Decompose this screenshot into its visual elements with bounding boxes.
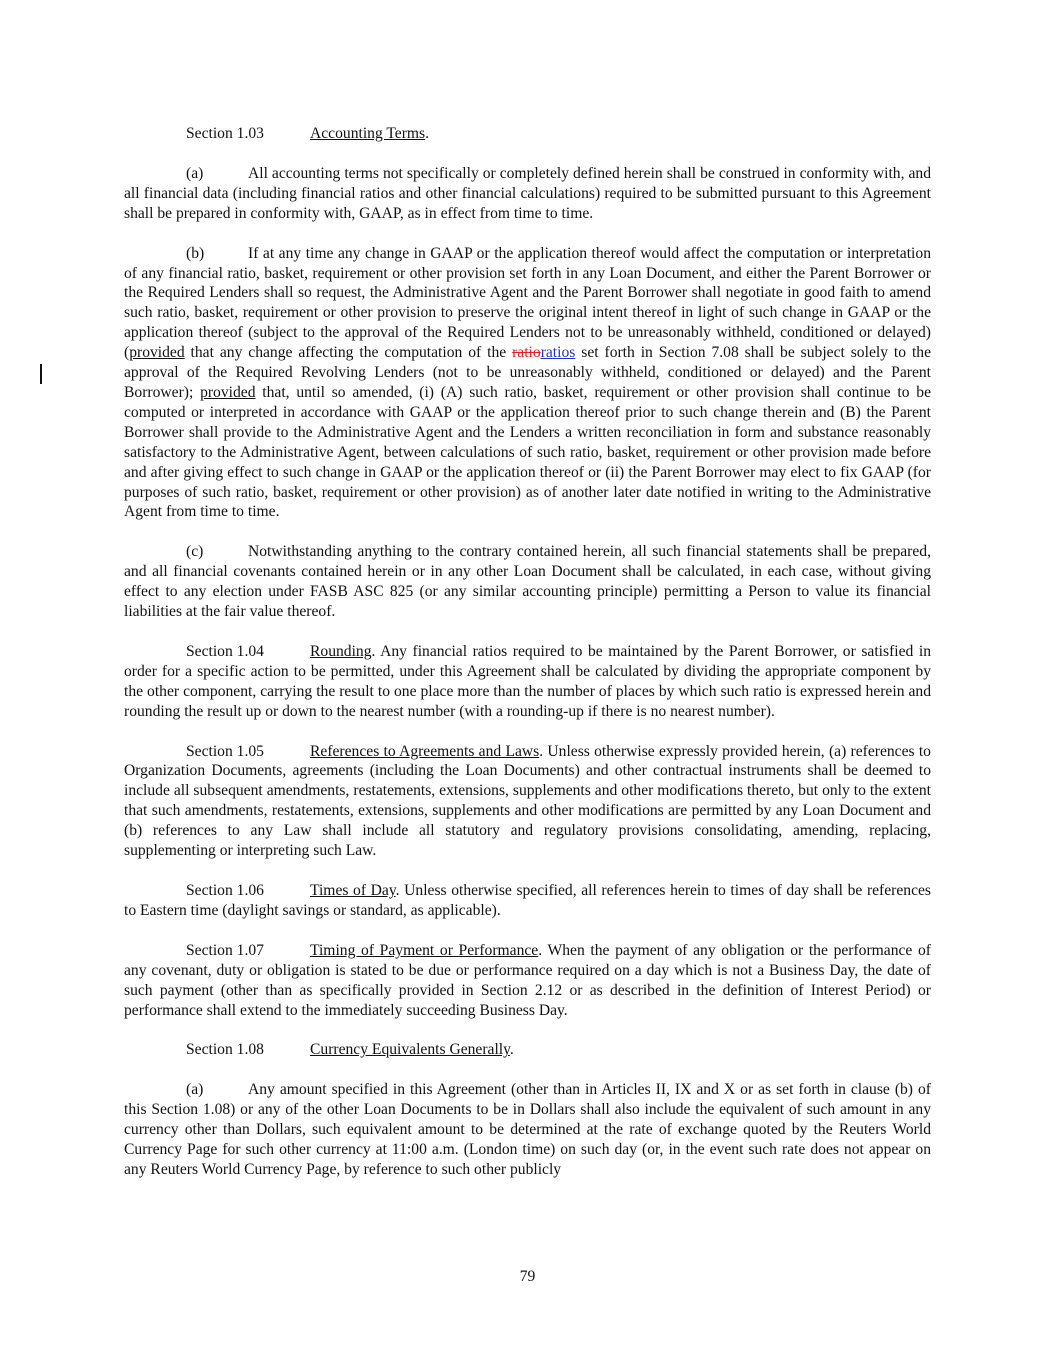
revision-change-bar [40,364,42,384]
section-1-06 [124,881,931,921]
section-title: Accounting Terms [310,125,426,142]
provided-term: provided [129,344,185,362]
provided-term: provided [200,383,256,401]
clause-1-03-c [124,542,931,622]
section-title: Times of Day [310,882,396,899]
section-text: . Unless otherwise expressly provided herein, (a) references to Organization Documents, agreements (including the Loan Documents) and other contractual instruments shall be deemed to include all subsequent amendments, restatements, extensions, supplements and other modifications thereto, but only to the extent that such amendments, restatements, extensions, supplements and other modifications are permitted by any Loan Document and (b) references to any Law shall include all statutory and regulatory provisions consolidating, amending, replacing, supplementing or interpreting such Law. [124,742,931,860]
page-number: 79 [519,1268,536,1285]
section-1-05 [124,742,931,861]
section-title: References to Agreements and Laws [310,742,540,760]
clause-text: All accounting terms not specifically or completely defined herein shall be construed in conformity with, and all financial data (including financial ratios and other financial calculations) required to be submitted pursuant to this Agreement shall be prepared in conformity with, GAAP, as in effect from time to time. [124,164,931,222]
clause-label: (b) [186,244,205,262]
section-number: Section 1.04 [186,642,264,660]
tracked-deletion: ratio [512,344,541,362]
section-text: . Any financial ratios required to be maintained by the Parent Borrower, or satisfied in order for a specific action to be permitted, under this Agreement shall be calculated by dividing the appropriate component by the other component, carrying the result to one place more than the number of places by which such ratio is expressed herein and rounding the result up or down to the nearest number (with a rounding-up if there is no nearest number). [124,642,931,720]
section-number: Section 1.05 [186,742,264,760]
clause-label: (a) [186,164,204,182]
section-number: Section 1.06 [186,882,264,899]
section-title: Timing of Payment or Performance [310,941,539,959]
section-1-08-heading: Section 1.08 Currency Equivalents Generally. [186,1041,514,1059]
section-number: Section 1.03 [186,125,264,142]
clause-text: Notwithstanding anything to the contrary contained herein, all such financial statements shall be prepared, and all financial covenants contained herein or in any other Loan Document shall be calculated, in each case, without giving effect to any election under FASB ASC 825 (or any similar accounting principle) permitting a Person to value its financial liabilities at the fair value thereof. [124,543,931,621]
section-number: Section 1.08 [186,1041,264,1059]
section-1-03-heading: Section 1.03 Accounting Terms. [186,125,430,142]
clause-text: Any amount specified in this Agreement (other than in Articles II, IX and X or as set forth in clause (b) of this Section 1.08) or any of the other Loan Documents to be in Dollars shall also include the equivalent of such amount in any currency other than Dollars, such equivalent amount to be determined at the rate of exchange quoted by the Reuters World Currency Page for such other currency at 11:00 a.m. (London time) on such day (or, in the event such rate does not appear on any Reuters World Currency Page, by reference to such other publicly [124,1081,931,1178]
document-page [124,124,931,1180]
section-number: Section 1.07 [186,941,264,959]
section-text: . Unless otherwise specified, all references herein to times of day shall be references to Eastern time (daylight savings or standard, as applicable). [124,882,931,919]
clause-1-08-a [124,1080,931,1180]
clause-1-03-b: (b) If at any time any change in GAAP or the application thereof would affect the computation or interpretation of any financial ratio, basket, requirement or other provision set forth in any Loan Document, and either the Parent Borrower or the Required Lenders shall so request, the Administrative Agent and the Parent Borrower shall negotiate in good faith to amend such ratio, basket, requirement or other provision to preserve the original intent thereof in light of such change in GAAP or the application thereof (subject to the approval of the Required Lenders not to be unreasonably withheld, conditioned or delayed) (provided that any change affecting the computation of the ratioratios set forth in Section 7.08 shall be subject solely to the approval of the Required Revolving Lenders (not to be unreasonably withheld, conditioned or delayed) and the Parent Borrower); provided that, until so amended, (i) (A) such ratio, basket, requirement or other provision shall continue to be computed or interpreted in accordance with GAAP or the application thereof prior to such change therein and (B) the Parent Borrower shall provide to the Administrative Agent and the Lenders a written reconciliation in form and substance reasonably satisfactory to the Administrative Agent, between calculations of such ratio, basket, requirement or other provision made before and after giving effect to such change in GAAP or the application thereof or (ii) the Parent Borrower may elect to fix GAAP (for purposes of such ratio, basket, requirement or other provision) as of another later date notified in writing to the Administrative Agent from time to time. [124,244,932,521]
section-1-07 [124,941,931,1021]
section-text: . When the payment of any obligation or the performance of any covenant, duty or obligation is stated to be due or performance required on a day which is not a Business Day, the date of such payment (other than as specifically provided in Section 2.12 or as described in the definition of Interest Period) or performance shall extend to the immediately succeeding Business Day. [124,941,932,1019]
clause-label: (c) [186,543,204,561]
section-title: Rounding [310,642,372,660]
clause-label: (a) [186,1081,204,1099]
section-title: Currency Equivalents Generally [310,1041,510,1059]
tracked-insertion: ratios [540,344,576,362]
section-1-04 [124,642,931,722]
clause-1-03-a [124,164,931,224]
